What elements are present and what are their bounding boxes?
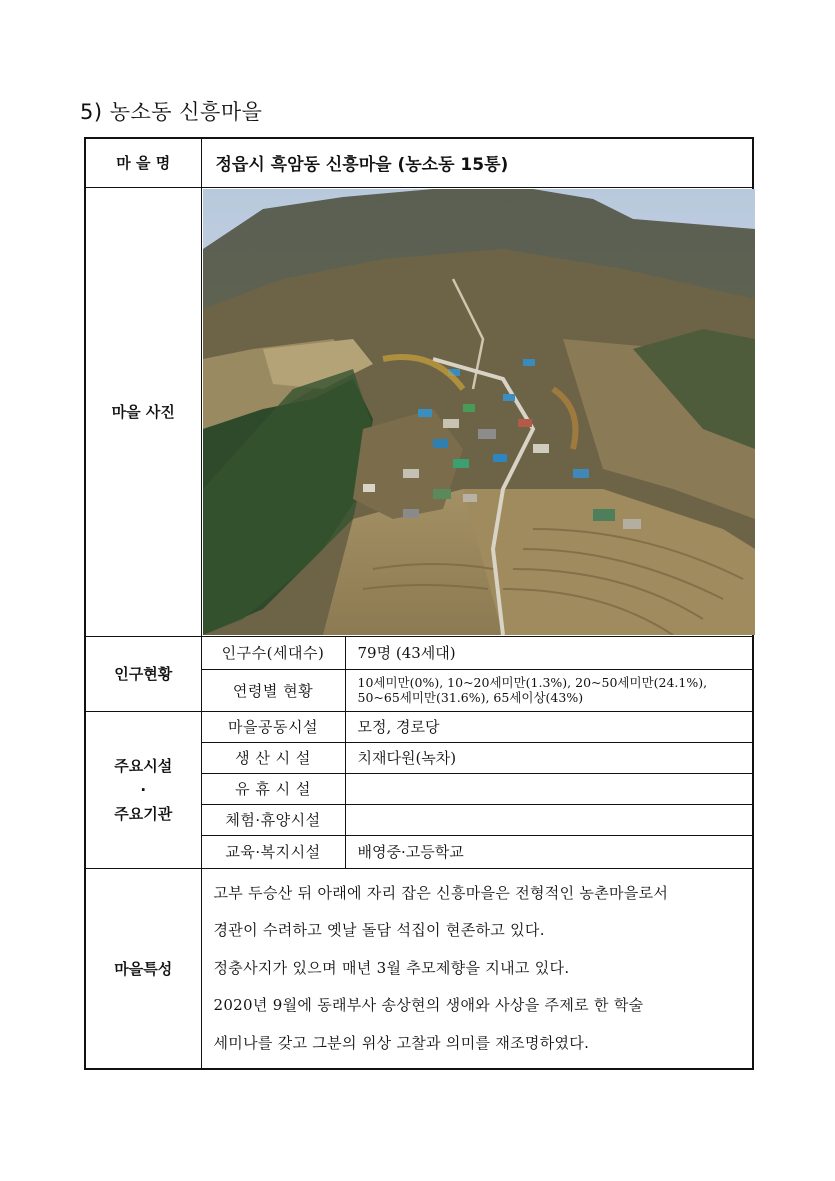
experience-facility-value (345, 804, 753, 835)
village-photo-label: 마을 사진 (85, 187, 201, 636)
idle-facility-label: 유 휴 시 설 (201, 773, 345, 804)
community-facility-label: 마을공동시설 (201, 711, 345, 742)
household-count-label: 인구수(세대수) (201, 636, 345, 669)
production-facility-label: 생 산 시 설 (201, 742, 345, 773)
age-status-value (345, 669, 753, 711)
facilities-label-top: 주요시설 (114, 756, 173, 775)
village-info-table (84, 137, 754, 1070)
characteristics-line: 2020년 9월에 동래부사 송상현의 생애와 사상을 주제로 한 학술 (213, 996, 644, 1014)
community-facility-value: 모정, 경로당 (345, 711, 753, 742)
characteristics-label: 마을특성 (85, 868, 201, 1069)
characteristics-line: 고부 두승산 뒤 아래에 자리 잡은 신흥마을은 전형적인 농촌마을로서 (213, 883, 669, 902)
village-aerial-photo (203, 189, 755, 635)
facilities-label (85, 711, 201, 868)
experience-facility-label: 체험·휴양시설 (201, 804, 345, 835)
facilities-label-mid: · (140, 780, 147, 799)
characteristics-line: 정충사지가 있으며 매년 3월 추모제향을 지내고 있다. (213, 958, 570, 977)
village-photo-cell (201, 187, 753, 636)
education-facility-label: 교육·복지시설 (201, 835, 345, 868)
population-label: 인구현황 (85, 636, 201, 711)
characteristics-text (201, 868, 753, 1069)
age-status-line-1: 10세미만(0%), 10~20세미만(1.3%), 20~50세미만(24.1%), (357, 675, 708, 690)
village-name-label: 마 을 명 (85, 138, 201, 187)
characteristics-line: 세미나를 갖고 그분의 위상 고찰과 의미를 재조명하였다. (213, 1033, 590, 1052)
education-facility-value: 배영중·고등학교 (345, 835, 753, 868)
idle-facility-value (345, 773, 753, 804)
household-count-value: 79명 (43세대) (345, 636, 753, 669)
production-facility-value: 치재다원(녹차) (345, 742, 753, 773)
section-title: 5) 농소동 신흥마을 (80, 100, 263, 124)
village-name-value: 정읍시 흑암동 신흥마을 (농소동 15통) (201, 138, 753, 187)
facilities-label-bottom: 주요기관 (114, 804, 173, 823)
age-status-line-2: 50~65세미만(31.6%), 65세이상(43%) (357, 690, 584, 705)
age-status-label: 연령별 현황 (201, 669, 345, 711)
characteristics-line: 경관이 수려하고 옛날 돌담 석집이 현존하고 있다. (213, 921, 545, 939)
